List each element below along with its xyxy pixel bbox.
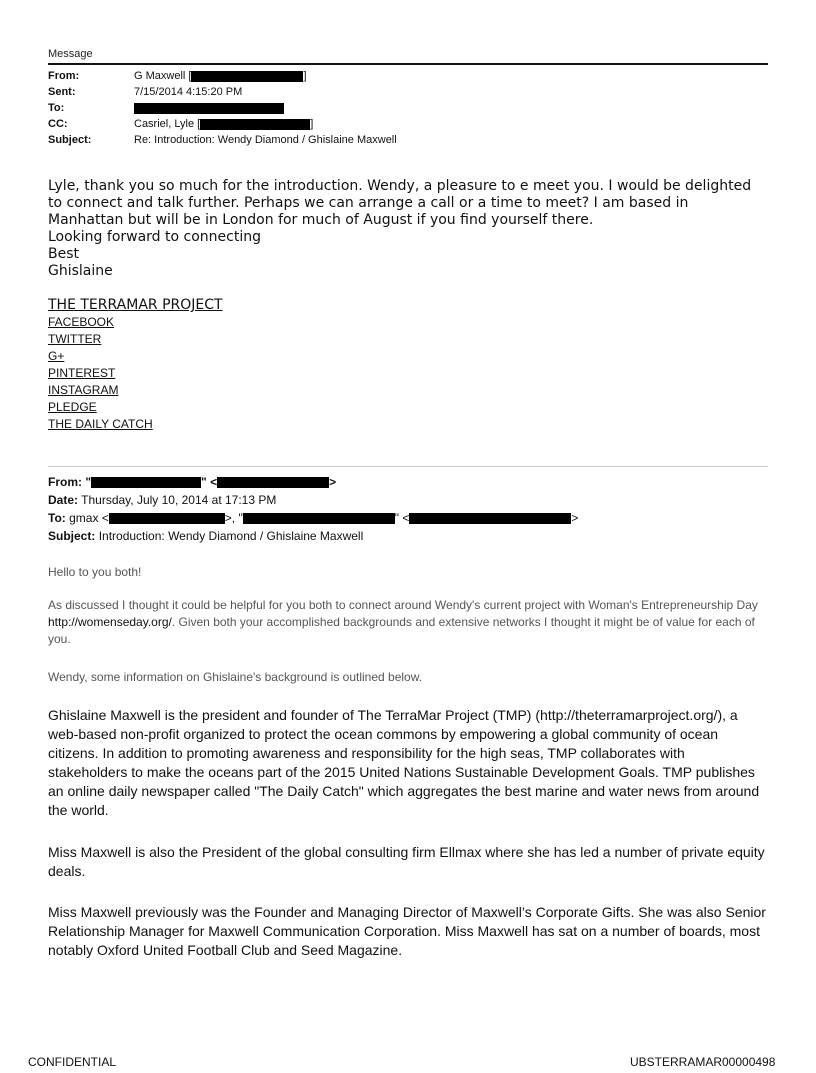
header-subject bbox=[48, 132, 397, 148]
text: ), a web-based non-profit organized to protect the ocean commons by empowering a global community of ocean citizens. In addition to promoting awareness and responsibility for the high seas, TMP collaborates with stakeholders to make the oceans part of the 2015 United Nations Sustainable Development Goals. TMP publishes an online daily newspaper called "The Daily Catch" which aggregates the best marine and water news from around the world. bbox=[48, 707, 760, 818]
bio-paragraph-1 bbox=[48, 706, 766, 820]
reply-line: Ghislaine bbox=[48, 263, 113, 279]
greeting: Hello to you both! bbox=[48, 565, 142, 579]
header-from bbox=[48, 68, 307, 84]
fwd-to-value: gmax < bbox=[69, 511, 109, 525]
sent-value: 7/15/2014 4:15:20 PM bbox=[134, 86, 243, 98]
text: . Given both your accomplished backgrounds and extensive networks I thought it might be of value for each of you. bbox=[48, 615, 755, 646]
from-label: From: bbox=[48, 70, 80, 82]
header-to bbox=[48, 100, 284, 116]
reply-line: Best bbox=[48, 246, 80, 262]
cc-end: ] bbox=[310, 118, 314, 130]
redaction bbox=[409, 513, 571, 524]
text: As discussed I thought it could be helpful for you both to connect around Wendy's current project with Woman's Entrepreneurship Day bbox=[48, 598, 758, 612]
terramar-link[interactable]: http://theterramarproject.org/ bbox=[540, 707, 718, 723]
signature-link-pledge[interactable]: PLEDGE bbox=[48, 400, 97, 414]
header-cc bbox=[48, 116, 313, 132]
fwd-paragraph-2: Wendy, some information on Ghislaine's background is outlined below. bbox=[48, 670, 423, 684]
quote: " bbox=[85, 475, 92, 489]
redaction bbox=[134, 103, 284, 114]
from-end: ] bbox=[303, 70, 307, 82]
message-label: Message bbox=[48, 48, 93, 60]
forward-from bbox=[48, 473, 336, 492]
reply-line: Looking forward to connecting bbox=[48, 229, 261, 245]
to-label: To: bbox=[48, 102, 65, 114]
separator: " < bbox=[394, 511, 410, 525]
signature-link-instagram[interactable]: INSTAGRAM bbox=[48, 383, 119, 397]
signature-link-daily-catch[interactable]: THE DAILY CATCH bbox=[48, 417, 153, 431]
fwd-date-value: Thursday, July 10, 2014 at 17:13 PM bbox=[81, 493, 277, 507]
redaction bbox=[217, 477, 329, 488]
fwd-date-label: Date: bbox=[48, 493, 79, 507]
signature-link-gplus[interactable]: G+ bbox=[48, 349, 65, 363]
header-divider bbox=[48, 63, 768, 65]
quote: " < bbox=[201, 475, 218, 489]
bates-number: UBSTERRAMAR00000498 bbox=[630, 1055, 776, 1069]
confidential-label: CONFIDENTIAL bbox=[28, 1055, 117, 1069]
fwd-from-label: From: bbox=[48, 475, 82, 489]
fwd-paragraph-1 bbox=[48, 597, 763, 648]
cc-label: CC: bbox=[48, 118, 68, 130]
header-sent bbox=[48, 84, 242, 100]
forward-divider bbox=[48, 466, 768, 467]
reply-paragraph: Lyle, thank you so much for the introduction. Wendy, a pleasure to e meet you. I would be delighted to connect and talk further. Perhaps we can arrange a call or a time to meet? I am based in Manhattan but will be in London for much of August if you find yourself there. bbox=[48, 178, 752, 228]
forward-date bbox=[48, 491, 276, 510]
redaction bbox=[109, 513, 225, 524]
signature-link-pinterest[interactable]: PINTEREST bbox=[48, 366, 116, 380]
bracket: > bbox=[329, 475, 337, 489]
fwd-to-label: To: bbox=[48, 511, 66, 525]
womenseday-link[interactable]: http://womenseday.org/ bbox=[48, 615, 172, 629]
from-value: G Maxwell [ bbox=[134, 70, 192, 82]
separator: >, " bbox=[224, 511, 243, 525]
subject-label: Subject: bbox=[48, 134, 92, 146]
forward-to bbox=[48, 509, 578, 528]
bracket: > bbox=[571, 511, 579, 525]
signature-title[interactable]: THE TERRAMAR PROJECT bbox=[48, 297, 223, 313]
forward-subject bbox=[48, 527, 363, 546]
redaction bbox=[243, 513, 395, 524]
fwd-subject-value: Introduction: Wendy Diamond / Ghislaine Maxwell bbox=[98, 529, 364, 543]
bio-paragraph-3: Miss Maxwell previously was the Founder and Managing Director of Maxwell’s Corporate Gifts. She was also Senior Relationship Manager for Maxwell Communication Corporation. Miss Maxwell has sat on a number of boards, most notably Oxford United Football Club and Seed Magazine. bbox=[48, 904, 766, 958]
bio-paragraph-2: Miss Maxwell is also the President of the global consulting firm Ellmax where she has led a number of private equity deals. bbox=[48, 844, 765, 879]
signature-link-twitter[interactable]: TWITTER bbox=[48, 332, 102, 346]
redaction bbox=[91, 477, 201, 488]
signature bbox=[48, 297, 223, 433]
subject-value: Re: Introduction: Wendy Diamond / Ghislaine Maxwell bbox=[134, 134, 397, 146]
redaction bbox=[191, 71, 303, 82]
reply-body bbox=[48, 178, 768, 280]
redaction bbox=[200, 119, 310, 130]
text: Ghislaine Maxwell is the president and founder of The TerraMar Project (TMP) ( bbox=[48, 707, 541, 723]
signature-link-facebook[interactable]: FACEBOOK bbox=[48, 315, 115, 329]
sent-label: Sent: bbox=[48, 86, 76, 98]
cc-value: Casriel, Lyle [ bbox=[134, 118, 201, 130]
fwd-subject-label: Subject: bbox=[48, 529, 96, 543]
